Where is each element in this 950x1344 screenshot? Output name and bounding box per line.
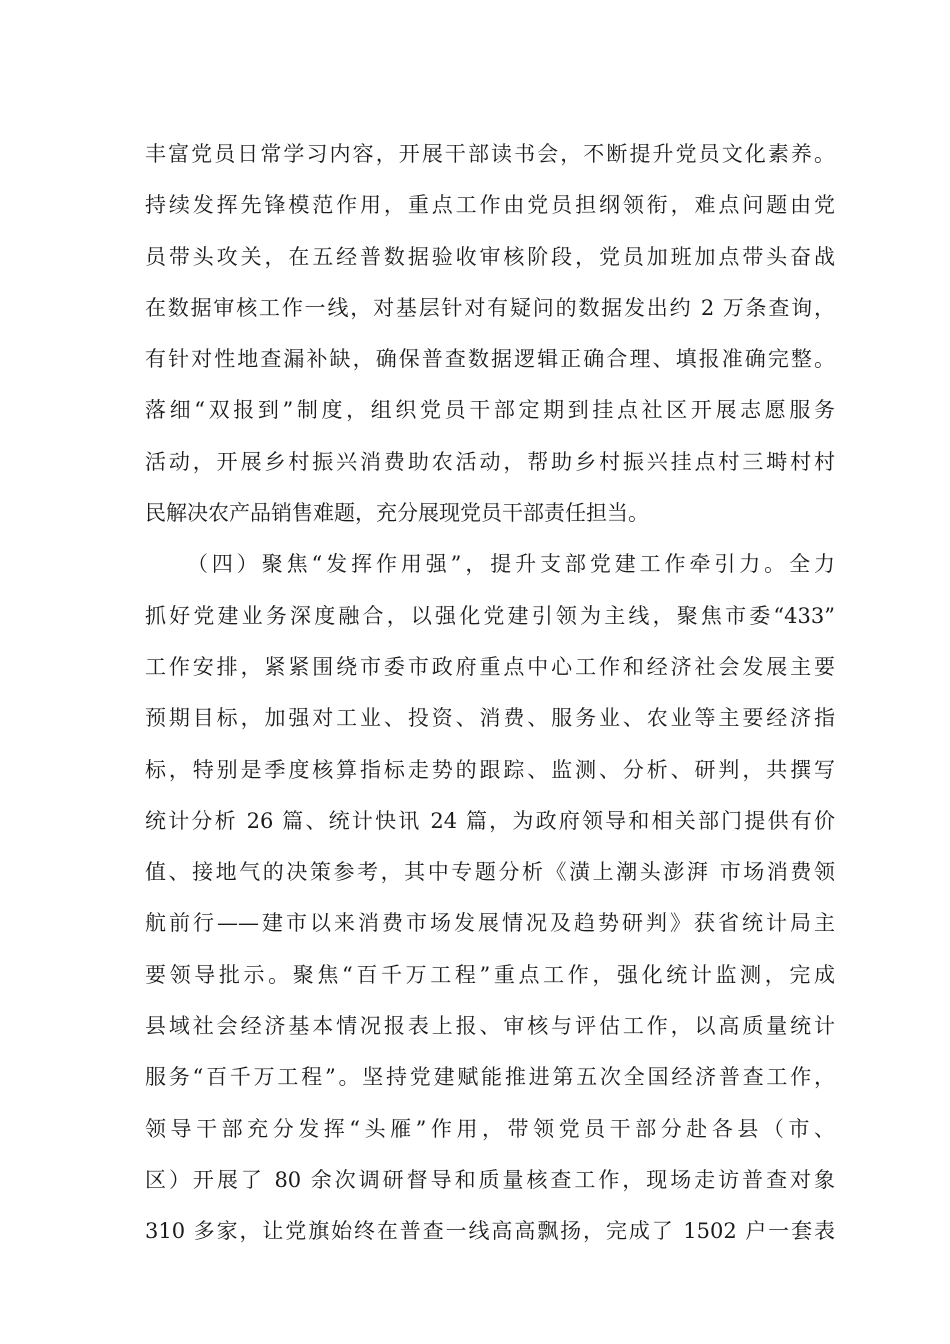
text-line: 预期目标，加强对工业、投资、消费、服务业、农业等主要经济指: [145, 706, 835, 731]
text-line: 航前行——建市以来消费市场发展情况及趋势研判》获省统计局主: [145, 911, 835, 936]
text-line: 工作安排，紧紧围绕市委市政府重点中心工作和经济社会发展主要: [145, 654, 835, 679]
text-line: 310 多家，让党旗始终在普查一线高高飘扬，完成了 1502 户一套表: [145, 1219, 835, 1244]
paragraph-1: [145, 129, 835, 539]
text-line: 民解决农产品销售难题，充分展现党员干部责任担当。: [145, 501, 649, 526]
text-line: 丰富党员日常学习内容，开展干部读书会，不断提升党员文化素养。: [145, 142, 835, 166]
document-body: [145, 129, 835, 1258]
text-line: 员带头攻关，在五经普数据验收审核阶段，党员加班加点带头奋战: [145, 244, 835, 269]
text-line: 领导干部充分发挥“头雁”作用，带领党员干部分赴各县（市、: [145, 1116, 835, 1141]
text-line: 统计分析 26 篇、统计快讯 24 篇，为政府领导和相关部门提供有价: [145, 808, 835, 833]
text-line: 区）开展了 80 余次调研督导和质量核查工作，现场走访普查对象: [145, 1167, 835, 1192]
paragraph-2: [145, 539, 835, 1257]
text-line: 活动，开展乡村振兴消费助农活动，帮助乡村振兴挂点村三塒村村: [145, 449, 835, 474]
text-line: 有针对性地查漏补缺，确保普查数据逻辑正确合理、填报准确完整。: [145, 347, 835, 372]
text-line: 持续发挥先锋模范作用，重点工作由党员担纲领衔，难点问题由党: [145, 193, 835, 218]
text-line: 落细“双报到”制度，组织党员干部定期到挂点社区开展志愿服务: [145, 398, 835, 423]
text-line: 要领导批示。聚焦“百千万工程”重点工作，强化统计监测，完成: [145, 962, 835, 987]
text-line: 标，特别是季度核算指标走势的跟踪、监测、分析、研判，共撰写: [145, 757, 835, 782]
text-line: 服务“百千万工程”。坚持党建赋能推进第五次全国经济普查工作，: [145, 1065, 835, 1090]
text-line: 抓好党建业务深度融合，以强化党建引领为主线，聚焦市委“433”: [145, 603, 835, 628]
text-line: 县域社会经济基本情况报表上报、审核与评估工作，以高质量统计: [145, 1014, 835, 1039]
text-line: 值、接地气的决策参考，其中专题分析《潢上潮头澎湃 市场消费领: [145, 860, 835, 885]
text-line: （四）聚焦“发挥作用强”，提升支部党建工作牵引力。全力: [187, 552, 835, 577]
text-line: 在数据审核工作一线，对基层针对有疑问的数据发出约 2 万条查询，: [145, 295, 835, 320]
